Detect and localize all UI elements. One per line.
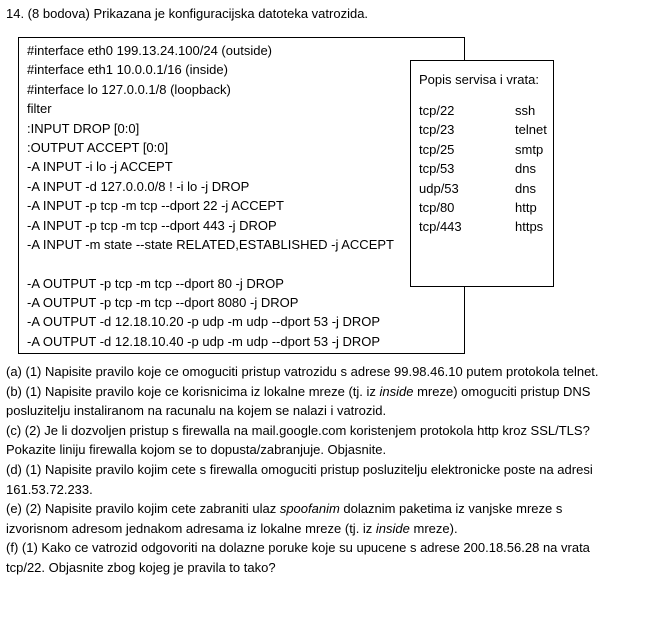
config-line: filter [27,101,52,117]
question-line [6,382,661,402]
service-name: smtp [515,141,544,157]
question-text: (b) (1) Napisite pravilo koje ce korisnicima iz lokalne mreze (tj. iz [6,383,380,399]
question-title: 14. (8 bodova) Prikazana je konfiguracijska datoteka vatrozida. [6,6,369,21]
question-emphasis: spoofanim [279,501,340,517]
config-line: :INPUT DROP [0:0] [27,120,140,136]
question-text: Pokazite liniju firewalla kojom se to dopusta/zabranjuje. Objasnite. [6,442,387,458]
service-port: tcp/22 [419,103,455,118]
service-name: http [515,199,537,215]
service-row [419,179,547,198]
services-title: Popis servisa i vrata: [419,72,539,87]
question-text-tail: mreze). [409,520,458,536]
services-box [410,60,554,287]
question-text: posluzitelju instaliranom na racunalu na kojem se nalazi i vatrozid. [6,403,387,419]
question-text: (a) (1) Napisite pravilo koje ce omoguciti pristup vatrozidu s adrese 99.98.46.10 putem protokola telnet. [6,364,599,379]
service-row [419,120,547,139]
config-line: -A OUTPUT -p tcp -m tcp --dport 80 -j DROP [27,275,284,291]
config-line: -A INPUT -p tcp -m tcp --dport 22 -j ACCEPT [27,198,284,214]
question-emphasis: inside [379,383,414,399]
question-text: (e) (2) Napisite pravilo kojim cete zabraniti ulaz [6,501,280,517]
service-port: tcp/25 [419,141,455,157]
question-line [6,558,661,578]
config-lines [27,41,394,351]
config-line: -A OUTPUT -p tcp -m tcp --dport 8080 -j DROP [27,295,299,311]
service-name: https [515,219,544,235]
question-line [6,440,661,460]
config-line: -A OUTPUT -d 12.18.10.40 -p udp -m udp --dport 53 -j DROP [27,333,381,349]
service-name: dns [515,180,536,196]
service-row [419,101,547,120]
question-line [6,401,661,421]
service-port: tcp/23 [419,122,455,138]
question-emphasis: inside [375,520,410,536]
question-text: izvorisnom adresom jednakom adresama iz lokalne mreze (tj. iz [6,520,376,536]
service-port: tcp/443 [419,219,462,235]
question-line [6,519,661,539]
config-line: -A INPUT -i lo -j ACCEPT [27,159,173,175]
question-line [6,421,661,441]
question-line [6,480,661,500]
question-text-tail: dolaznim paketima iz vanjske mreze s [339,501,563,517]
question-text-tail: mreze) omoguciti pristup DNS [413,383,591,399]
question-text: (c) (2) Je li dozvoljen pristup s firewalla na mail.google.com koristenjem protokola http kroz SSL/TLS? [6,422,590,438]
config-line: -A INPUT -m state --state RELATED,ESTABLISHED -j ACCEPT [27,236,394,252]
config-line: -A INPUT -p tcp -m tcp --dport 443 -j DROP [27,217,277,233]
question-line [6,499,661,519]
service-row [419,217,547,236]
config-line [27,254,394,273]
question-line [6,362,661,382]
service-port: tcp/53 [419,161,455,177]
config-line: -A OUTPUT -d 12.18.10.20 -p udp -m udp --dport 53 -j DROP [27,314,381,330]
question-line [6,538,661,558]
service-row [419,159,547,178]
question-text: (d) (1) Napisite pravilo kojim cete s firewalla omoguciti pristup posluzitelju elektronicke poste na adresi [6,461,593,477]
service-port: udp/53 [419,180,459,196]
questions [6,362,661,578]
config-file-box [18,37,465,354]
service-port: tcp/80 [419,199,455,215]
question-text: (f) (1) Kako ce vatrozid odgovoriti na dolazne poruke koje su upucene s adrese 200.18.56.28 na vrata [6,540,590,556]
question-text: 161.53.72.233. [6,481,93,497]
config-line: -A INPUT -d 127.0.0.0/8 ! -i lo -j DROP [27,178,250,194]
question-line [6,460,661,480]
service-row [419,198,547,217]
services-list [419,101,547,237]
question-text: tcp/22. Objasnite zbog kojeg je pravila to tako? [6,559,276,575]
service-name: dns [515,161,536,177]
service-name: ssh [515,103,536,118]
config-line: #interface lo 127.0.0.1/8 (loopback) [27,81,231,97]
service-name: telnet [515,122,547,138]
config-line: #interface eth1 10.0.0.1/16 (inside) [27,62,228,78]
config-line: #interface eth0 199.13.24.100/24 (outside) [27,43,273,58]
config-line: :OUTPUT ACCEPT [0:0] [27,139,169,155]
service-row [419,140,547,159]
